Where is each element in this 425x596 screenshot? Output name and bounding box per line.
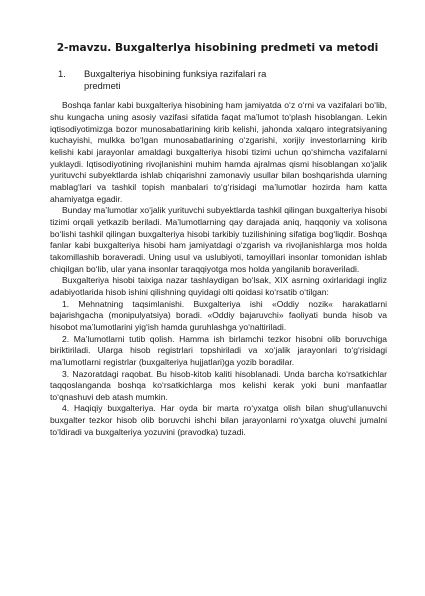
paragraph: 2. Ma’lumotlarni tutib qolish. Hamma ish birlamchi tezkor hisobni olib boruvchiga biriktiriladi. Ularga hisob registrlari topshiriladi va xo‘jalik jarayonlari to‘g‘risidagi ma’lumotlarni registrlar (buxgalteriya hujjatlari)ga yozib boradilar. [50,333,387,367]
paragraph: 1. Mehnatning taqsimlanishi. Buxgalteriya ishi «Oddiy nozik« harakatlarni bajarishgacha (monipulyatsiya) boradi. «Oddiy bajaruvchi» faoliyati bunda hisob va hisobot ma’lumotlarini yig‘ish hamda guruhlashga yo‘naltiriladi. [50,298,387,332]
topic-list [50,68,387,92]
body-text [50,100,387,438]
list-item [50,68,387,92]
paragraph: Bunday ma’lumotlar xo‘jalik yurituvchi subyektlarda tashkil qilingan buxgalteriya hisobi tizimi orqali yetkazib beriladi. Ma’lumotlarning qay darajada aniq, haqqoniy va xolisona bo‘lishi tashkil qilingan buxgalteriya hisobi tarkibiy tuzilishining sifatiga bog‘liqdir. Boshqa fanlar kabi buxgalteriya hisobi ham jamiyatdagi o‘zgarish va rivojlanishlarga mos holda takomillashib boraveradi. Uning usul va uslubiyoti, tamoyillari insonlar tomonidan ishlab chiqilgan bo‘lib, ular yana insonlar taraqqiyotga mos holda yangilanib boraveriladi. [50,205,387,274]
paragraph: Boshqa fanlar kabi buxgalteriya hisobining ham jamiyatda o‘z o‘rni va vazifalari bo‘lib, shu kungacha uning asosiy vazifasi sifatida faqat ma’lumot to‘plash hisoblangan. Lekin iqtisodiyotimizga bozor munosabatlarining kirib kelishi, jahonda xalqaro integratsiyaning kuchayishi, mulkka bo‘lgan munosabatlarining o‘zgarishi, xorijiy investorlarning kirib kelishi kabi jarayonlar amaldagi buxgalteriya hisobi tizimi uchun qo‘shimcha vazifalarni yuklaydi. Iqtisodiyotining rivojlanishini muhim hamda ajralmas qismi hisoblangan xo‘jalik yurituvchi subyektlarda ishlab chiqarishni zamonaviy usullar bilan boshqarishda ularning mablag‘lari va tashkil topish manbalari to‘g‘risidagi ma’lumotlar hozirda ham katta ahamiyatga egadir. [50,100,387,204]
paragraph: Buxgalteriya hisobi taixiga nazar tashlaydigan bo‘lsak, XIX asrning oxirlaridagi ingliz adabiyotlarida hisob ishini qilishning quyidagi olti qoidasi ko‘rsatib o‘tilgan: [50,275,387,297]
list-item-number: 1. [58,68,66,79]
page-title: 2-mavzu. Buxgalterlya hisobining predmeti va metodi [56,42,379,54]
list-item-text: Buxgalteriya hisobining funksiya razifalari ra predmeti [84,68,267,92]
paragraph: 3. Nazoratdagi raqobat. Bu hisob-kitob kaliti hisoblanadi. Unda barcha ko‘rsatkichlar taqqoslanganda boshqa ko‘rsatkichlarga mos kelishi kerak yoki buni manfaatlar to‘qnashuvi deb atash mumkin. [50,368,387,402]
paragraph: 4. Haqiqiy buxgalteriya. Har oyda bir marta ro‘yxatga olish bilan shug‘ullanuvchi buxgalter tezkor hisob olib boruvchi ishchi bilan jarayonlarni ro‘yxatga oluvchi jumalni to‘ldiradi va buxgalteriya yozuvini (pravodka) tuzadi. [50,403,387,437]
